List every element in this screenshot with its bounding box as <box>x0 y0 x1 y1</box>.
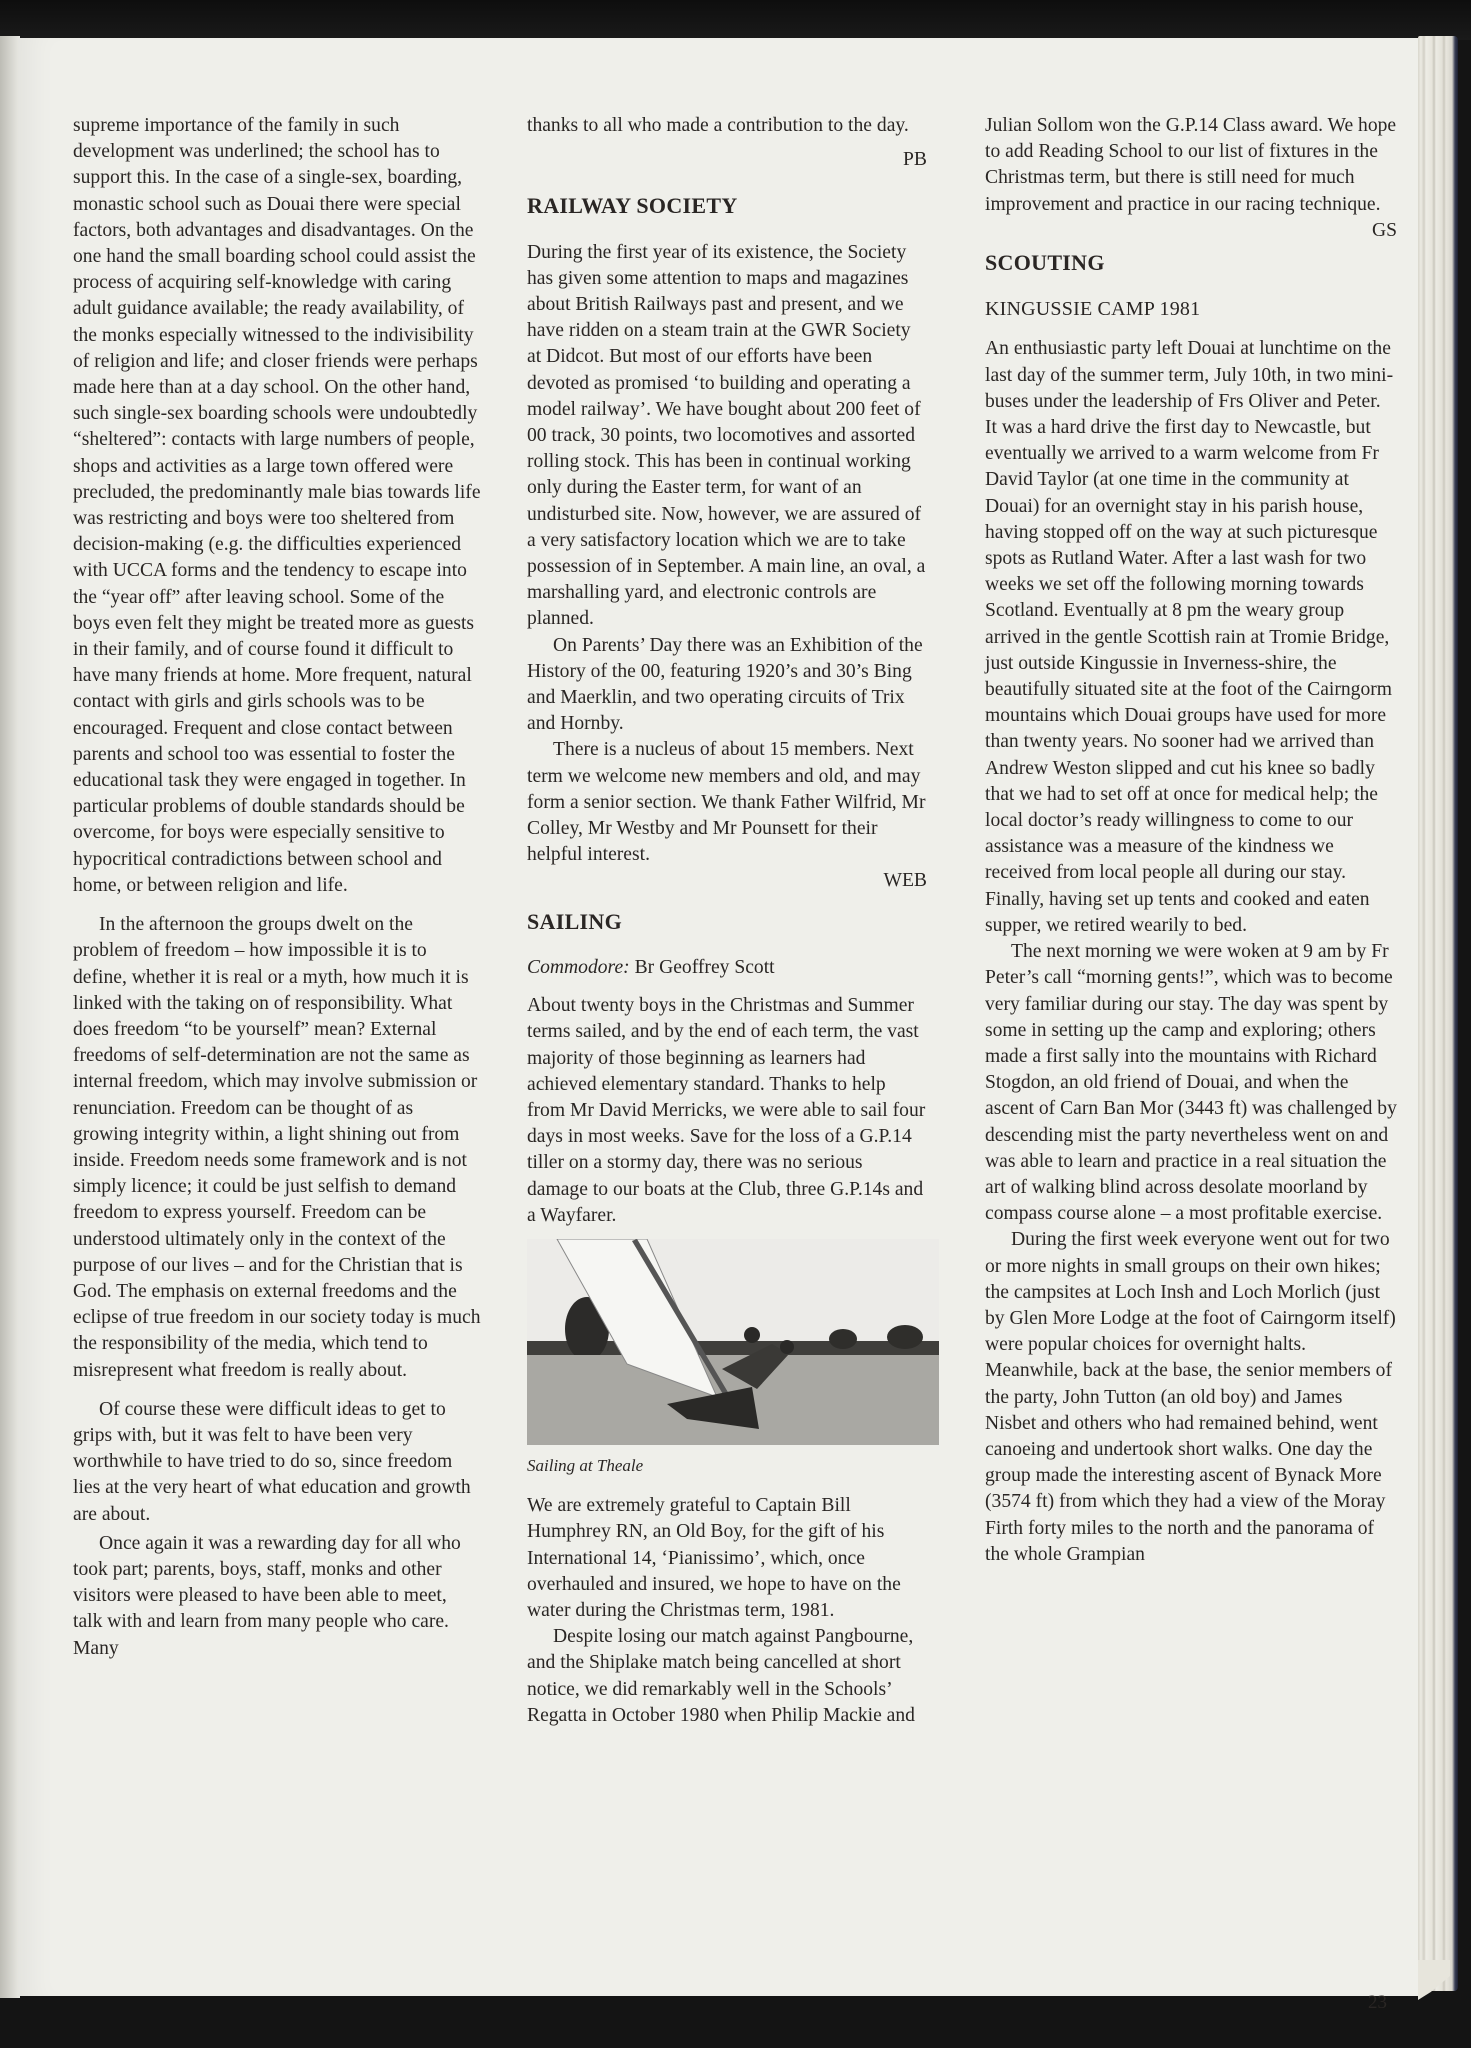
column-2 <box>527 113 927 1729</box>
photo-tree <box>829 1329 857 1349</box>
paragraph: During the first year of its existence, the Society has given some attention to maps and magazines about British Railways past and present, and we have ridden on a steam train at the GWR Society at Didcot. But most of our efforts have been devoted as promised ‘to building and operating a model railway’. We have bought about 200 feet of 00 track, 30 points, two locomotives and assorted rolling stock. This has been in continual working only during the Easter term, for want of an undisturbed site. Now, however, we are assured of a very satisfactory location which we are to take possession of in September. A main line, an oval, a marshalling yard, and electronic controls are planned. <box>527 241 926 630</box>
author-signature: WEB <box>883 870 927 892</box>
photo-caption: Sailing at Theale <box>527 1455 644 1475</box>
page-edges-bottom <box>1418 1960 1450 2000</box>
photo-tree <box>887 1325 923 1349</box>
column-3 <box>985 113 1397 1568</box>
paragraph: An enthusiastic party left Douai at lunchtime on the last day of the summer term, July 10th, in two mini-buses under the leadership of Frs Oliver and Peter. It was a hard drive the first day to Newcastle, but eventually we arrived to a warm welcome from Fr David Taylor (at one time in the community at Douai) for an overnight stay in his parish house, having stopped off on the way at such picturesque spots as Rutland Water. After a last wash for two weeks we set off the following morning towards Scotland. Eventually at 8 pm the weary group arrived in the gentle Scottish rain at Tromie Bridge, just outside Kingussie in Inverness-shire, the beautifully situated site at the foot of the Cairngorm mountains which Douai groups have used for more than twenty years. No sooner had we arrived than Andrew Weston slipped and cut his knee so badly that we had to set off at once for medical help; the local doctor’s ready willingness to come to our assistance was a measure of the kindness we received from local people all during our stay. Finally, having set up tents and cooked and eaten supper, we retired wearily to bed. <box>985 338 1394 936</box>
subheading-kingussie-camp: KINGUSSIE CAMP 1981 <box>985 298 1201 321</box>
paragraph: Julian Sollom won the G.P.14 Class award. We hope to add Reading School to our list of fixtures in the Christmas term, but there is still need for much improvement and practice in our racing technique. <box>985 115 1397 215</box>
paragraph: Once again it was a rewarding day for all who took part; parents, boys, staff, monks and other visitors were pleased to have been able to meet, talk with and learn from many people who care. Many <box>73 1532 461 1659</box>
paragraph: Of course these were difficult ideas to get to grips with, but it was felt to have been very worthwhile to have tried to do so, since freedom lies at the very heart of what education and growth are about. <box>73 1398 471 1525</box>
sailing-photo <box>527 1239 939 1445</box>
column-1 <box>73 113 481 1662</box>
author-signature: GS <box>1371 219 1397 241</box>
commodore-name: Br Geoffrey Scott <box>634 956 775 978</box>
paragraph: There is a nucleus of about 15 members. Next term we welcome new members and old, and may form a senior section. We thank Father Wilfrid, Mr Colley, Mr Westby and Mr Pounsett for their helpful interest. <box>527 739 926 866</box>
photo-crew-head <box>744 1327 760 1343</box>
paragraph: During the first week everyone went out for two or more nights in small groups on their own hikes; the campsites at Loch Insh and Loch Morlich (just by Glen More Lodge at the foot of Cairngorm itself) were popular choices for overnight halts. Meanwhile, back at the base, the senior members of the party, John Tutton (an old boy) and James Nisbet and others who had remained behind, went canoeing and undertook short walks. One day the group made the interesting ascent of Bynack More (3574 ft) from which they had a view of the Moray Firth forty miles to the north and the panorama of the whole Grampian <box>985 1229 1396 1565</box>
section-heading-scouting: SCOUTING <box>985 250 1105 276</box>
paragraph: thanks to all who made a contribution to the day. <box>527 115 909 136</box>
paragraph: In the afternoon the groups dwelt on the problem of freedom – how impossible it is to define, whether it is real or a myth, how much it is linked with the taking on of responsibility. What does freedom “to be yourself” mean? External freedoms of self-determination are not the same as internal freedom, which may involve submission or renunciation. Freedom can be thought of as growing integrity within, a light shining out from inside. Freedom needs some framework and is not simply licence; it could be just selfish to demand freedom to express yourself. Freedom can be understood ultimately only in the context of the purpose of our lives – and for the Christian that is God. The emphasis on external freedoms and the eclipse of true freedom in our society today is much the responsibility of the media, which tend to misrepresent what freedom is really about. <box>73 914 481 1381</box>
paragraph: Despite losing our match against Pangbourne, and the Shiplake match being cancelled at short notice, we did remarkably well in the Schools’ Regatta in October 1980 when Philip Mackie and <box>527 1626 915 1726</box>
paragraph: On Parents’ Day there was an Exhibition of the History of the 00, featuring 1920’s and 30’s Bing and Maerklin, and two operating circuits of Trix and Hornby. <box>527 634 923 735</box>
book-backdrop <box>0 0 1471 40</box>
section-heading-railway-society: RAILWAY SOCIETY <box>527 193 738 219</box>
paragraph: We are extremely grateful to Captain Bill Humphrey RN, an Old Boy, for the gift of his International 14, ‘Pianissimo’, which, once overhauled and insured, we hope to have on the water during the Christmas term, 1981. <box>527 1495 901 1621</box>
commodore-label: Commodore: <box>527 956 630 978</box>
commodore-line <box>527 955 927 981</box>
author-signature: PB <box>903 149 927 171</box>
section-heading-sailing: SAILING <box>527 908 623 934</box>
photo-crew-head <box>780 1340 794 1354</box>
paragraph: About twenty boys in the Christmas and Summer terms sailed, and by the end of each term, the vast majority of those beginning as learners had achieved elementary standard. Thanks to help from Mr David Merricks, we were able to sail four days in most weeks. Save for the loss of a G.P.14 tiller on a stormy day, there was no serious damage to our boats at the Club, three G.P.14s and a Wayfarer. <box>527 995 926 1226</box>
paragraph: supreme importance of the family in such development was underlined; the school has to support this. In the case of a single-sex, boarding, monastic school such as Douai there were special factors, both advantages and disadvantages. On the one hand the small boarding school could assist the process of acquiring self-knowledge with caring adult guidance available; the ready availability, of the monks especially witnessed to the indivisibility of religion and life; and closer friends were perhaps made here than at a day school. On the other hand, such single-sex boarding schools were undoubtedly “sheltered”: contacts with large numbers of people, shops and activities as a large town offered were precluded, the predominantly male bias towards life was restricting and boys were too sheltered from decision-making (e.g. the difficulties experienced with UCCA forms and the tendency to escape into the “year off” after leaving school. Some of the boys even felt they might be treated more as guests in their family, and of course found it difficult to have many friends at home. More frequent, natural contact with girls and girls schools was to be encouraged. Frequent and close contact between parents and school too was essential to foster the educational task they were engaged in together. In particular problems of double standards should be overcome, for boys were especially sensitive to hypocritical contradictions between school and home, or between religion and life. <box>73 115 481 896</box>
sailing-photo-illustration <box>527 1239 939 1445</box>
page-edges <box>1418 36 1458 1991</box>
page-number: 23 <box>1368 1992 1387 2013</box>
paragraph: The next morning we were woken at 9 am by Fr Peter’s call “morning gents!”, which was to become very familiar during our stay. The day was spent by some in setting up the camp and exploring; others made a first sally into the mountains with Richard Stogdon, an old friend of Douai, and when the ascent of Carn Ban Mor (3443 ft) was challenged by descending mist the party nevertheless went on and was able to learn and practice in a real situation the art of walking blind across desolate moorland by compass course alone – a most profitable exercise. <box>985 941 1397 1225</box>
page-gutter <box>0 36 20 1998</box>
